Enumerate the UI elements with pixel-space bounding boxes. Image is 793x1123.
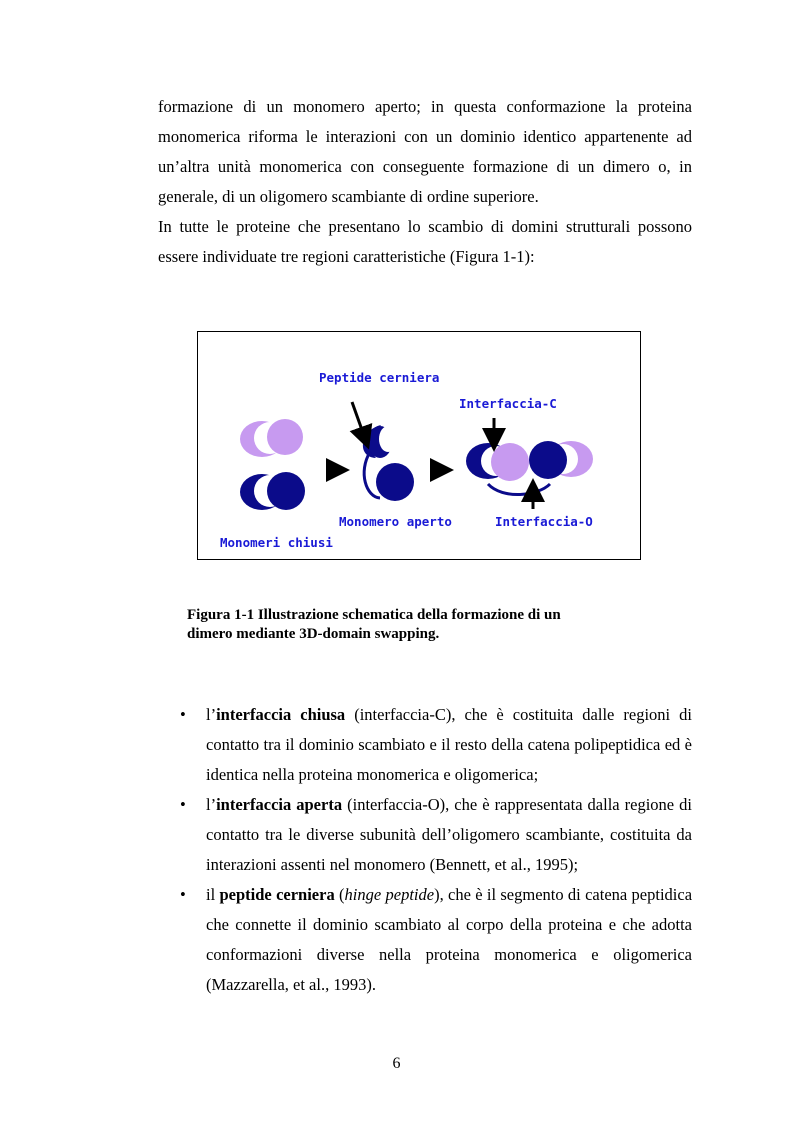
caption-line-1: Figura 1-1 Illustrazione schematica della formazione di un [187,607,561,623]
figure-caption [187,606,607,644]
body-paragraph-1: formazione di un monomero aperto; in questa conformazione la proteina monomerica riforma le interazioni con un dominio identico appartenente ad un’altra unità monomerica con conseguente formazione di un dimero o, in generale, di un oligomero scambiante di ordine superiore. [158,97,692,206]
label-closed-monomers: Monomeri chiusi [220,535,333,550]
term-open-interface: interfaccia aperta [216,795,343,814]
list-item-hinge-peptide: • il peptide cerniera (hinge peptide), che è il segmento di catena peptidica che connette il dominio scambiato al corpo della proteina e che adotta conformazioni diverse nella proteina monomerica e oligomerica (Mazzarella, et al., 1993). [158,880,692,1000]
term-closed-interface: interfaccia chiusa [216,705,346,724]
bullet-icon: • [180,705,186,724]
label-open-monomer: Monomero aperto [339,514,452,529]
closed-monomer-dark [240,472,305,510]
label-interface-c: Interfaccia-C [459,396,557,411]
swapped-dimer [466,441,593,495]
label-hinge-peptide: Peptide cerniera [319,370,440,385]
term-hinge-peptide-english: hinge peptide [344,885,435,904]
caption-line-2: dimero mediante 3D-domain swapping. [187,626,440,642]
hinge-pointer-arrow [352,402,367,444]
bullet-icon: • [180,795,186,814]
domain-swapping-diagram [198,332,642,561]
list-item-open-interface: • l’interfaccia aperta (interfaccia-O), che è rappresentata dalla regione di contatto tra le diverse subunità dell’oligomero scambiante, costituita da interazioni assenti nel monomero (Bennett, et al., 1995); [158,790,692,880]
closed-monomer-light [240,419,303,457]
figure-1-1 [197,331,641,560]
list-item-closed-interface: • l’interfaccia chiusa (interfaccia-C), che è costituita dalle regioni di contatto tra il dominio scambiato e il resto della catena polipeptidica ed è identica nella proteina monomerica e oligomerica; [158,700,692,790]
open-monomer [363,425,414,501]
label-interface-o: Interfaccia-O [495,514,593,529]
body-paragraph-2: In tutte le proteine che presentano lo scambio di domini strutturali possono essere individuate tre regioni caratteristiche (Figura 1-1): [158,217,692,266]
bullet-list [158,700,692,1000]
bullet-icon: • [180,885,186,904]
page-number: 6 [392,1055,401,1072]
term-hinge-peptide: peptide cerniera [219,885,335,904]
